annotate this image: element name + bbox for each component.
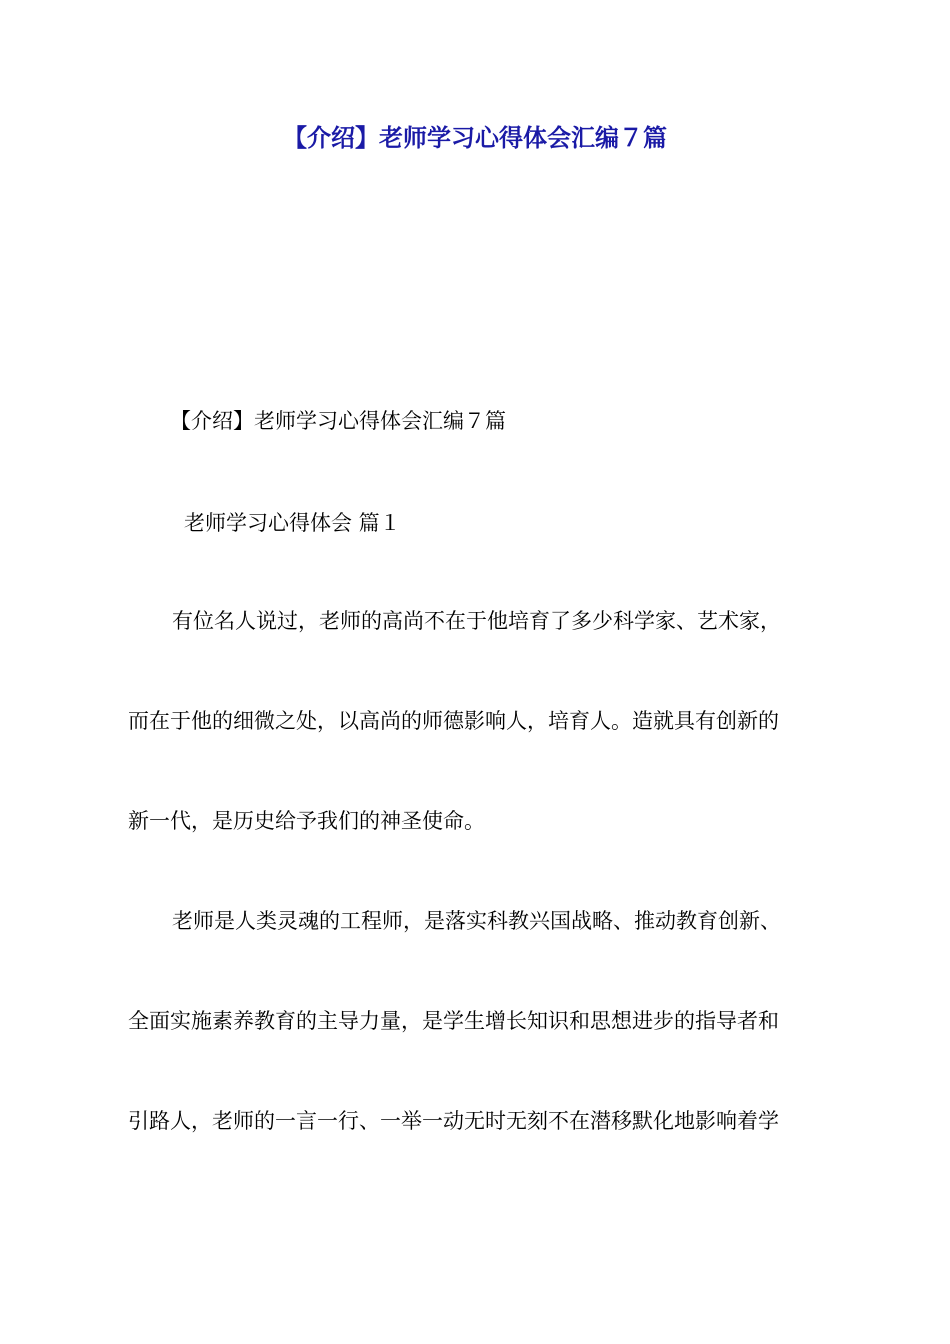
paragraph-1-line-3: 新一代，是历史给予我们的神圣使命。 — [128, 809, 485, 833]
section-heading: 老师学习心得体会 篇１ — [184, 511, 401, 535]
document-title: 【介绍】老师学习心得体会汇编７篇 — [283, 124, 667, 152]
paragraph-1-line-2: 而在于他的细微之处，以高尚的师德影响人，培育人。造就具有创新的 — [128, 709, 779, 733]
document-subtitle: 【介绍】老师学习心得体会汇编７篇 — [170, 409, 506, 433]
paragraph-2-line-3: 引路人，老师的一言一行、一举一动无时无刻不在潜移默化地影响着学 — [128, 1109, 779, 1133]
paragraph-2-line-2: 全面实施素养教育的主导力量，是学生增长知识和思想进步的指导者和 — [128, 1009, 779, 1033]
paragraph-1-line-1: 有位名人说过，老师的高尚不在于他培育了多少科学家、艺术家， — [172, 609, 781, 633]
paragraph-2-line-1: 老师是人类灵魂的工程师，是落实科教兴国战略、推动教育创新、 — [172, 909, 781, 933]
